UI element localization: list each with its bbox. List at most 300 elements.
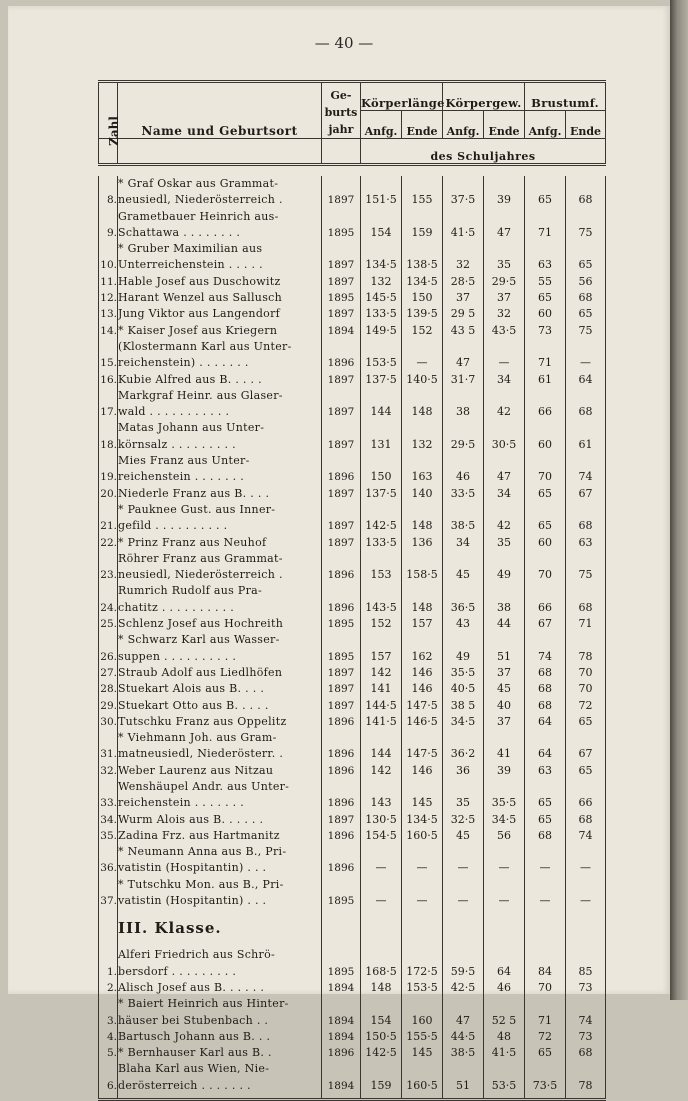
- weight-start: 51: [443, 1061, 484, 1094]
- row-number: 10.: [99, 241, 118, 274]
- weight-start: —: [443, 844, 484, 877]
- chest-start: 65: [525, 1045, 566, 1061]
- row-number: 8.: [99, 176, 118, 209]
- student-name-line: * Gruber Maximilian aus: [118, 242, 263, 256]
- height-start: 159: [361, 1061, 402, 1094]
- height-start: 143·5: [361, 583, 402, 616]
- chest-start: —: [525, 877, 566, 910]
- weight-end: 41: [484, 730, 525, 763]
- weight-end: 34: [484, 372, 525, 388]
- weight-end: 37: [484, 665, 525, 681]
- student-name-line: Wurm Alois aus B. . . . . .: [118, 812, 264, 826]
- student-name: [118, 947, 322, 980]
- chest-start: 67: [525, 616, 566, 632]
- student-name-line: häuser bei Stubenbach . .: [118, 1013, 269, 1027]
- height-start: 131: [361, 420, 402, 453]
- student-name: [118, 996, 322, 1029]
- chest-start: —: [525, 844, 566, 877]
- student-name-line: derösterreich . . . . . . .: [118, 1078, 251, 1092]
- height-start: 132: [361, 274, 402, 290]
- table-row: [99, 1029, 606, 1045]
- student-name-line: * Tutschku Mon. aus B., Pri-: [118, 877, 284, 891]
- height-start: 142·5: [361, 1045, 402, 1061]
- student-name: [118, 632, 322, 665]
- weight-start: 34·5: [443, 714, 484, 730]
- height-start: 154: [361, 209, 402, 242]
- birth-year-column-header: Ge- burts jahr: [322, 82, 361, 139]
- student-name: [118, 372, 322, 388]
- birth-year: 1894: [322, 996, 361, 1029]
- weight-end: —: [484, 339, 525, 372]
- row-number: 32.: [99, 763, 118, 779]
- student-name: [118, 241, 322, 274]
- brustumfang-header: Brustumf.: [525, 82, 606, 111]
- height-end: 172·5: [402, 947, 443, 980]
- chest-start: 61: [525, 372, 566, 388]
- chest-end: 70: [566, 665, 606, 681]
- row-number: 34.: [99, 812, 118, 828]
- section-heading-row: [99, 909, 606, 947]
- weight-start: 45: [443, 551, 484, 584]
- student-name-line: Matas Johann aus Unter-: [118, 421, 265, 435]
- student-name-line: Tutschku Franz aus Oppelitz: [118, 714, 287, 728]
- birth-year: 1896: [322, 763, 361, 779]
- chest-start: 72: [525, 1029, 566, 1045]
- birth-year: 1896: [322, 583, 361, 616]
- birth-year: 1894: [322, 323, 361, 339]
- chest-end: 64: [566, 372, 606, 388]
- row-number: 12.: [99, 290, 118, 306]
- row-number: 19.: [99, 453, 118, 486]
- chest-end: 68: [566, 290, 606, 306]
- weight-end: 29·5: [484, 274, 525, 290]
- table-row: [99, 730, 606, 763]
- chest-start: 65: [525, 779, 566, 812]
- height-end: —: [402, 844, 443, 877]
- student-name-line: Kubie Alfred aus B. . . . .: [118, 372, 262, 386]
- table-row: [99, 812, 606, 828]
- weight-start: 42·5: [443, 980, 484, 996]
- chest-start: 70: [525, 551, 566, 584]
- height-end: 134·5: [402, 274, 443, 290]
- birth-year: 1895: [322, 632, 361, 665]
- birth-year: 1896: [322, 339, 361, 372]
- weight-start: 29 5: [443, 306, 484, 322]
- weight-start: 36: [443, 763, 484, 779]
- height-start: 130·5: [361, 812, 402, 828]
- table-row: [99, 996, 606, 1029]
- height-start: 154·5: [361, 828, 402, 844]
- weight-end: 30·5: [484, 420, 525, 453]
- chest-start: 68: [525, 698, 566, 714]
- student-measurement-table: [98, 80, 606, 1101]
- student-name: [118, 420, 322, 453]
- height-end: 146: [402, 681, 443, 697]
- row-number: 14.: [99, 323, 118, 339]
- chest-end: 61: [566, 420, 606, 453]
- student-name-line: Unterreichenstein . . . . .: [118, 258, 263, 272]
- book-binding-edge: [670, 0, 688, 1000]
- height-end: 145: [402, 1045, 443, 1061]
- student-name-line: matneusiedl, Niederösterr. .: [118, 747, 284, 761]
- chest-start: 55: [525, 274, 566, 290]
- weight-start: 32·5: [443, 812, 484, 828]
- weight-end: 51: [484, 632, 525, 665]
- student-name-line: neusiedl, Niederösterreich .: [118, 568, 283, 582]
- weight-end: 46: [484, 980, 525, 996]
- student-name: [118, 763, 322, 779]
- chest-end: —: [566, 844, 606, 877]
- row-number: 5.: [99, 1045, 118, 1061]
- birth-year: 1897: [322, 176, 361, 209]
- weight-start: 59·5: [443, 947, 484, 980]
- table-row: [99, 372, 606, 388]
- student-name-line: Weber Laurenz aus Nitzau: [118, 763, 274, 777]
- row-number: 28.: [99, 681, 118, 697]
- weight-end: 35: [484, 241, 525, 274]
- height-end: 138·5: [402, 241, 443, 274]
- weight-start: 49: [443, 632, 484, 665]
- chest-end: 63: [566, 535, 606, 551]
- birth-year: 1895: [322, 877, 361, 910]
- table-row: [99, 844, 606, 877]
- height-end: 160·5: [402, 828, 443, 844]
- weight-end: 64: [484, 947, 525, 980]
- student-name-line: Blaha Karl aus Wien, Nie-: [118, 1062, 270, 1076]
- table-row: [99, 339, 606, 372]
- birth-year: 1896: [322, 730, 361, 763]
- height-end: 148: [402, 502, 443, 535]
- chest-start: 73·5: [525, 1061, 566, 1094]
- student-name-line: vatistin (Hospitantin) . . .: [118, 894, 267, 908]
- weight-end: 42: [484, 388, 525, 421]
- student-name: [118, 306, 322, 322]
- table-row: [99, 947, 606, 980]
- birth-year: 1895: [322, 209, 361, 242]
- student-name-line: Alisch Josef aus B. . . . . .: [118, 980, 265, 994]
- chest-end: 65: [566, 241, 606, 274]
- birth-year: 1897: [322, 665, 361, 681]
- row-number: 29.: [99, 698, 118, 714]
- student-name-line: Bartusch Johann aus B. . .: [118, 1029, 271, 1043]
- height-end: 134·5: [402, 812, 443, 828]
- student-name-line: bersdorf . . . . . . . . .: [118, 964, 237, 978]
- student-name: [118, 1029, 322, 1045]
- chest-end: 70: [566, 681, 606, 697]
- table-row: [99, 306, 606, 322]
- chest-start: 71: [525, 996, 566, 1029]
- student-name: [118, 980, 322, 996]
- student-name-line: Rumrich Rudolf aus Pra-: [118, 584, 263, 598]
- student-name-line: Niederle Franz aus B. . . .: [118, 486, 270, 500]
- birth-year: 1896: [322, 453, 361, 486]
- birth-year: 1897: [322, 241, 361, 274]
- student-name-line: Hable Josef aus Duschowitz: [118, 274, 281, 288]
- student-name-line: suppen . . . . . . . . . .: [118, 649, 237, 663]
- weight-end: 48: [484, 1029, 525, 1045]
- row-number: 24.: [99, 583, 118, 616]
- chest-end: 65: [566, 306, 606, 322]
- height-end: 140: [402, 486, 443, 502]
- height-start: 133·5: [361, 306, 402, 322]
- student-name-line: Alferi Friedrich aus Schrö-: [118, 948, 276, 962]
- student-name-line: reichenstein) . . . . . . .: [118, 356, 249, 370]
- weight-end: 40: [484, 698, 525, 714]
- table-row: [99, 632, 606, 665]
- weight-start: 34: [443, 535, 484, 551]
- weight-end: 43·5: [484, 323, 525, 339]
- birth-year: 1895: [322, 616, 361, 632]
- student-name-line: Harant Wenzel aus Sallusch: [118, 291, 282, 305]
- chest-end: 78: [566, 632, 606, 665]
- row-number: 22.: [99, 535, 118, 551]
- student-name-line: neusiedl, Niederösterreich .: [118, 193, 283, 207]
- weight-end: 37: [484, 714, 525, 730]
- table-row: [99, 714, 606, 730]
- height-end: —: [402, 877, 443, 910]
- height-start: 150: [361, 453, 402, 486]
- weight-start: 37·5: [443, 176, 484, 209]
- row-number: 31.: [99, 730, 118, 763]
- height-start: 157: [361, 632, 402, 665]
- chest-start: 65: [525, 812, 566, 828]
- student-name: [118, 877, 322, 910]
- weight-start: 36·5: [443, 583, 484, 616]
- weight-end: —: [484, 877, 525, 910]
- student-name-line: * Prinz Franz aus Neuhof: [118, 535, 267, 549]
- ende-header: Ende: [566, 111, 606, 139]
- table-row: [99, 1061, 606, 1094]
- student-name-line: * Schwarz Karl aus Wasser-: [118, 633, 280, 647]
- student-name: [118, 339, 322, 372]
- name-column-header: Name und Geburtsort: [118, 82, 322, 139]
- weight-start: 43 5: [443, 323, 484, 339]
- table-row: [99, 502, 606, 535]
- height-start: 133·5: [361, 535, 402, 551]
- row-number: 37.: [99, 877, 118, 910]
- row-number: 4.: [99, 1029, 118, 1045]
- student-name-line: (Klostermann Karl aus Unter-: [118, 339, 292, 353]
- student-name-line: chatitz . . . . . . . . . .: [118, 600, 234, 614]
- student-name-line: Schattawa . . . . . . . .: [118, 225, 241, 239]
- height-start: 142: [361, 665, 402, 681]
- birth-year: 1894: [322, 1029, 361, 1045]
- height-end: 160: [402, 996, 443, 1029]
- birth-year: 1894: [322, 980, 361, 996]
- weight-end: 52 5: [484, 996, 525, 1029]
- chest-end: 65: [566, 714, 606, 730]
- student-name: [118, 698, 322, 714]
- table-row: [99, 980, 606, 996]
- chest-end: 65: [566, 763, 606, 779]
- weight-start: 36·2: [443, 730, 484, 763]
- chest-end: 78: [566, 1061, 606, 1094]
- chest-end: 56: [566, 274, 606, 290]
- table-row: [99, 763, 606, 779]
- row-number: 36.: [99, 844, 118, 877]
- weight-end: 32: [484, 306, 525, 322]
- student-name-line: * Bernhauser Karl aus B. .: [118, 1046, 272, 1060]
- height-end: 147·5: [402, 698, 443, 714]
- student-name-line: Markgraf Heinr. aus Glaser-: [118, 388, 283, 402]
- weight-start: 38·5: [443, 502, 484, 535]
- birth-year: 1897: [322, 274, 361, 290]
- chest-start: 64: [525, 730, 566, 763]
- birth-year: 1897: [322, 306, 361, 322]
- student-name: [118, 730, 322, 763]
- height-end: 139·5: [402, 306, 443, 322]
- chest-end: 71: [566, 616, 606, 632]
- student-name-line: vatistin (Hospitantin) . . .: [118, 861, 267, 875]
- height-end: —: [402, 339, 443, 372]
- chest-start: 68: [525, 681, 566, 697]
- student-name: [118, 583, 322, 616]
- height-end: 162: [402, 632, 443, 665]
- height-end: 140·5: [402, 372, 443, 388]
- student-name: [118, 1061, 322, 1094]
- height-end: 152: [402, 323, 443, 339]
- chest-end: 74: [566, 996, 606, 1029]
- table-row: [99, 551, 606, 584]
- schuljahr-header: des Schuljahres: [361, 139, 606, 165]
- student-name: [118, 502, 322, 535]
- table-row: [99, 877, 606, 910]
- weight-start: 40·5: [443, 681, 484, 697]
- weight-end: 44: [484, 616, 525, 632]
- chest-start: 70: [525, 980, 566, 996]
- weight-start: 47: [443, 339, 484, 372]
- row-number: 33.: [99, 779, 118, 812]
- student-name-line: reichenstein . . . . . . .: [118, 796, 245, 810]
- chest-end: 68: [566, 388, 606, 421]
- birth-year: 1897: [322, 681, 361, 697]
- row-number: 35.: [99, 828, 118, 844]
- chest-start: 71: [525, 209, 566, 242]
- table-row: [99, 1045, 606, 1061]
- weight-start: 45: [443, 828, 484, 844]
- weight-start: 47: [443, 996, 484, 1029]
- height-start: 143: [361, 779, 402, 812]
- weight-start: 35·5: [443, 665, 484, 681]
- chest-start: 66: [525, 388, 566, 421]
- chest-end: —: [566, 877, 606, 910]
- chest-start: 60: [525, 420, 566, 453]
- weight-end: 53·5: [484, 1061, 525, 1094]
- height-end: 146: [402, 665, 443, 681]
- student-name: [118, 209, 322, 242]
- table-row: [99, 176, 606, 209]
- chest-start: 65: [525, 176, 566, 209]
- height-start: 153: [361, 551, 402, 584]
- row-number: 13.: [99, 306, 118, 322]
- height-start: 154: [361, 996, 402, 1029]
- student-name-line: * Viehmann Joh. aus Gram-: [118, 731, 277, 745]
- height-end: 146·5: [402, 714, 443, 730]
- chest-end: 74: [566, 453, 606, 486]
- weight-end: 41·5: [484, 1045, 525, 1061]
- weight-end: 37: [484, 290, 525, 306]
- row-number: 20.: [99, 486, 118, 502]
- height-end: 148: [402, 583, 443, 616]
- birth-year: 1897: [322, 812, 361, 828]
- birth-year: 1897: [322, 372, 361, 388]
- koerpergewicht-header: Körpergew.: [443, 82, 525, 111]
- row-number: 27.: [99, 665, 118, 681]
- ende-header: Ende: [484, 111, 525, 139]
- height-end: 145: [402, 779, 443, 812]
- row-number: 6.: [99, 1061, 118, 1094]
- chest-end: 68: [566, 812, 606, 828]
- table-row: [99, 583, 606, 616]
- weight-end: —: [484, 844, 525, 877]
- anfang-header: Anfg.: [525, 111, 566, 139]
- chest-start: 71: [525, 339, 566, 372]
- student-name: [118, 844, 322, 877]
- height-end: 160·5: [402, 1061, 443, 1094]
- height-start: 153·5: [361, 339, 402, 372]
- weight-end: 39: [484, 763, 525, 779]
- height-start: 148: [361, 980, 402, 996]
- row-number: 23.: [99, 551, 118, 584]
- weight-end: 49: [484, 551, 525, 584]
- height-end: 146: [402, 763, 443, 779]
- height-end: 148: [402, 388, 443, 421]
- student-name: [118, 1045, 322, 1061]
- height-start: 144: [361, 730, 402, 763]
- chest-start: 68: [525, 665, 566, 681]
- weight-end: 34·5: [484, 812, 525, 828]
- chest-end: 75: [566, 209, 606, 242]
- table-row: [99, 420, 606, 453]
- weight-end: 47: [484, 209, 525, 242]
- weight-end: 42: [484, 502, 525, 535]
- weight-start: —: [443, 877, 484, 910]
- student-name-line: Zadina Frz. aus Hartmanitz: [118, 828, 280, 842]
- class-3-section: [99, 909, 606, 947]
- weight-start: 35: [443, 779, 484, 812]
- weight-start: 38: [443, 388, 484, 421]
- student-name-line: reichenstein . . . . . . .: [118, 470, 245, 484]
- student-name: [118, 290, 322, 306]
- student-name-line: Stuekart Otto aus B. . . . .: [118, 698, 269, 712]
- chest-end: 73: [566, 1029, 606, 1045]
- height-start: 145·5: [361, 290, 402, 306]
- table-row: [99, 290, 606, 306]
- student-name-line: Jung Viktor aus Langendorf: [118, 307, 281, 321]
- anfang-header: Anfg.: [361, 111, 402, 139]
- section-title: III. Klasse.: [118, 909, 322, 947]
- table-row: [99, 779, 606, 812]
- student-name: [118, 388, 322, 421]
- student-name-line: * Kaiser Josef aus Kriegern: [118, 323, 278, 337]
- row-number: 3.: [99, 996, 118, 1029]
- weight-end: 35: [484, 535, 525, 551]
- weight-start: 33·5: [443, 486, 484, 502]
- weight-start: 44·5: [443, 1029, 484, 1045]
- table-row: [99, 274, 606, 290]
- height-start: 151·5: [361, 176, 402, 209]
- row-number: 11.: [99, 274, 118, 290]
- table-row: [99, 681, 606, 697]
- row-number: 18.: [99, 420, 118, 453]
- student-name: [118, 779, 322, 812]
- chest-start: 73: [525, 323, 566, 339]
- birth-year: 1897: [322, 698, 361, 714]
- height-start: 142: [361, 763, 402, 779]
- chest-end: 68: [566, 176, 606, 209]
- birth-year: 1897: [322, 535, 361, 551]
- weight-end: 45: [484, 681, 525, 697]
